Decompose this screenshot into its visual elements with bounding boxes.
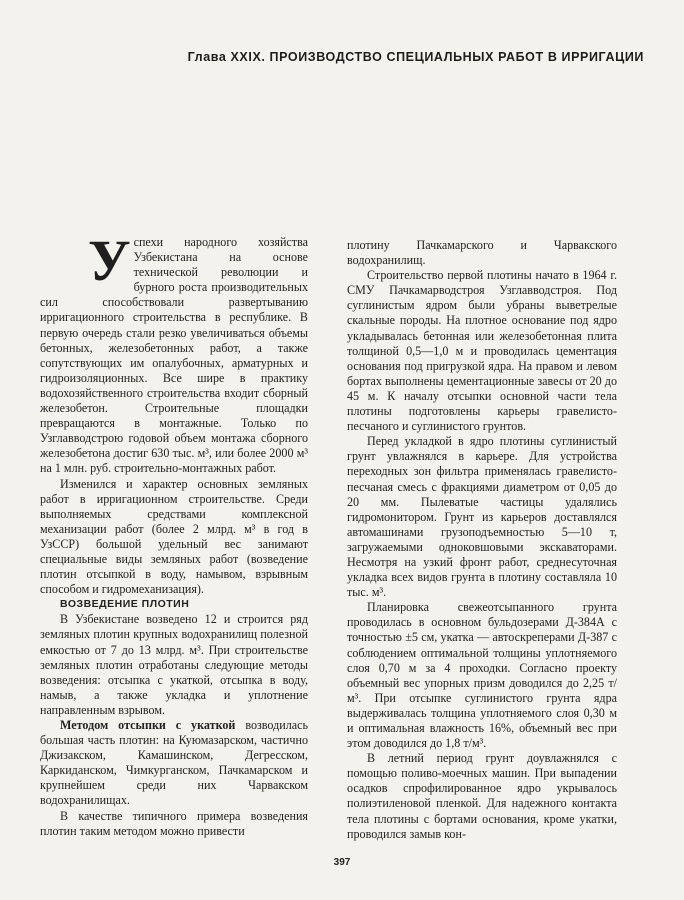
paragraph: Строительство первой плотины начато в 1964 г. СМУ Пачкамарводстроя Узглавводстроя. Под суглинистым ядром были убраны выветрелые скальные породы. На плотное основание под ядро укладывалась бетонная или железобетонная плита толщиной 0,5—1,0 м и проводилась цементация основания под пригрузкой ядра. На правом и левом бортах выполнены цементационные завесы от 20 до 45 м. К началу отсыпки основной части тела плотины подготовлены карьеры гравелисто-песчаного и суглинистого грунтов.	[347, 268, 617, 434]
chapter-title: Глава XXIX. ПРОИЗВОДСТВО СПЕЦИАЛЬНЫХ РАБОТ В ИРРИГАЦИИ	[187, 50, 644, 64]
paragraph: плотину Пачкамарского и Чарвакского водохранилищ.	[347, 238, 617, 268]
paragraph: Изменился и характер основных земляных работ в ирригационном строительстве. Среди выполняемых средствами комплексной механизации работ (более 2 млрд. м³ в год в УзССР) большой удельный вес занимают специальные виды земляных работ (возведение плотин отсыпкой в воду, намывом, взрывным способом и гидромеханизация).	[40, 476, 308, 597]
paragraph: Методом отсыпки с укаткой возводилась большая часть плотин: на Куюмазарском, частично Джизакском, Камашинском, Дегресском, Каркиданском, Чимкурганском, Пачкамарском и крупнейшем среди них Чарвакском водохранилищах.	[40, 718, 309, 808]
paragraph: Планировка свежеотсыпанного грунта проводилась в основном бульдозерами Д-384А с точностью ±5 см, укатка — автоскреперами Д-387 с соблюдением оптимальной толщины уплотняемого слоя 0,70 м за 4 проходки. Согласно проекту объемный вес упорных призм доводился до 2,25 т/м³. При отсыпке суглинистого грунта ядра выдерживалась толщина уплотняемого слоя 0,30 м и оптимальная влажность 16%, объемный вес при этом доводился до 1,8 т/м³.	[347, 600, 617, 751]
paragraph: В качестве типичного примера возведения плотин таким методом можно привести	[40, 808, 308, 838]
paragraph: Перед укладкой в ядро плотины суглинистый грунт увлажнялся в карьере. Для устройства переходных зон фильтра применялась гравелисто-песчаная смесь с фракциями диаметром от 0,05 до 20 мм. Пылеватые частицы удалялись гидромонитором. Грунт из карьеров доставлялся автомашинами грузоподъемностью 5—10 т, загружаемыми одноковшовыми экскаваторами. Несмотря на узкий фронт работ, среднесуточная укладка всех видов грунта в плотину составляла 10 тыс. м³.	[347, 434, 617, 600]
drop-cap: У	[88, 228, 131, 293]
paragraph: В Узбекистане возведено 12 и строится ряд земляных плотин крупных водохранилищ полезной емкостью от 7 до 13 млрд. м³. При строительстве земляных плотин отработаны следующие методы возведения: отсыпка с укаткой, отсыпка в воду, намыв, а также укладка и уплотнение направленным взрывом.	[40, 612, 308, 717]
right-column	[347, 238, 617, 842]
paragraph: В летний период грунт доувлажнялся с помощью поливо-моечных машин. При выпадении осадков спрофилированное ядро укрывалось полиэтиленовой пленкой. Для надежного контакта тела плотины с бортами основания, кроме укатки, проводился замыв кон-	[347, 751, 617, 841]
section-heading: ВОЗВЕДЕНИЕ ПЛОТИН	[60, 598, 190, 611]
intro-paragraph: Успехи народного хозяйства Узбекистана на основе технической революции и бурного роста производительных сил способствовали развертыванию ирригационного строительства в республике. В первую очередь стали резко увеличиваться объемы бетонных, железобетонных работ, а также сопутствующих им опалубочных, арматурных и гидроизоляционных. Все шире в практику водохозяйственного строительства входит сборный железобетон. Строительные площадки превращаются в монтажные. Только по Узглавводстрою годовой объем монтажа сборного железобетона достиг 630 тыс. м³, или более 2000 м³ на 1 млн. руб. строительно-монтажных работ.	[40, 228, 308, 476]
left-column	[40, 228, 309, 839]
page-number: 397	[333, 857, 351, 868]
bold-term: Методом отсыпки с укаткой	[60, 718, 236, 732]
